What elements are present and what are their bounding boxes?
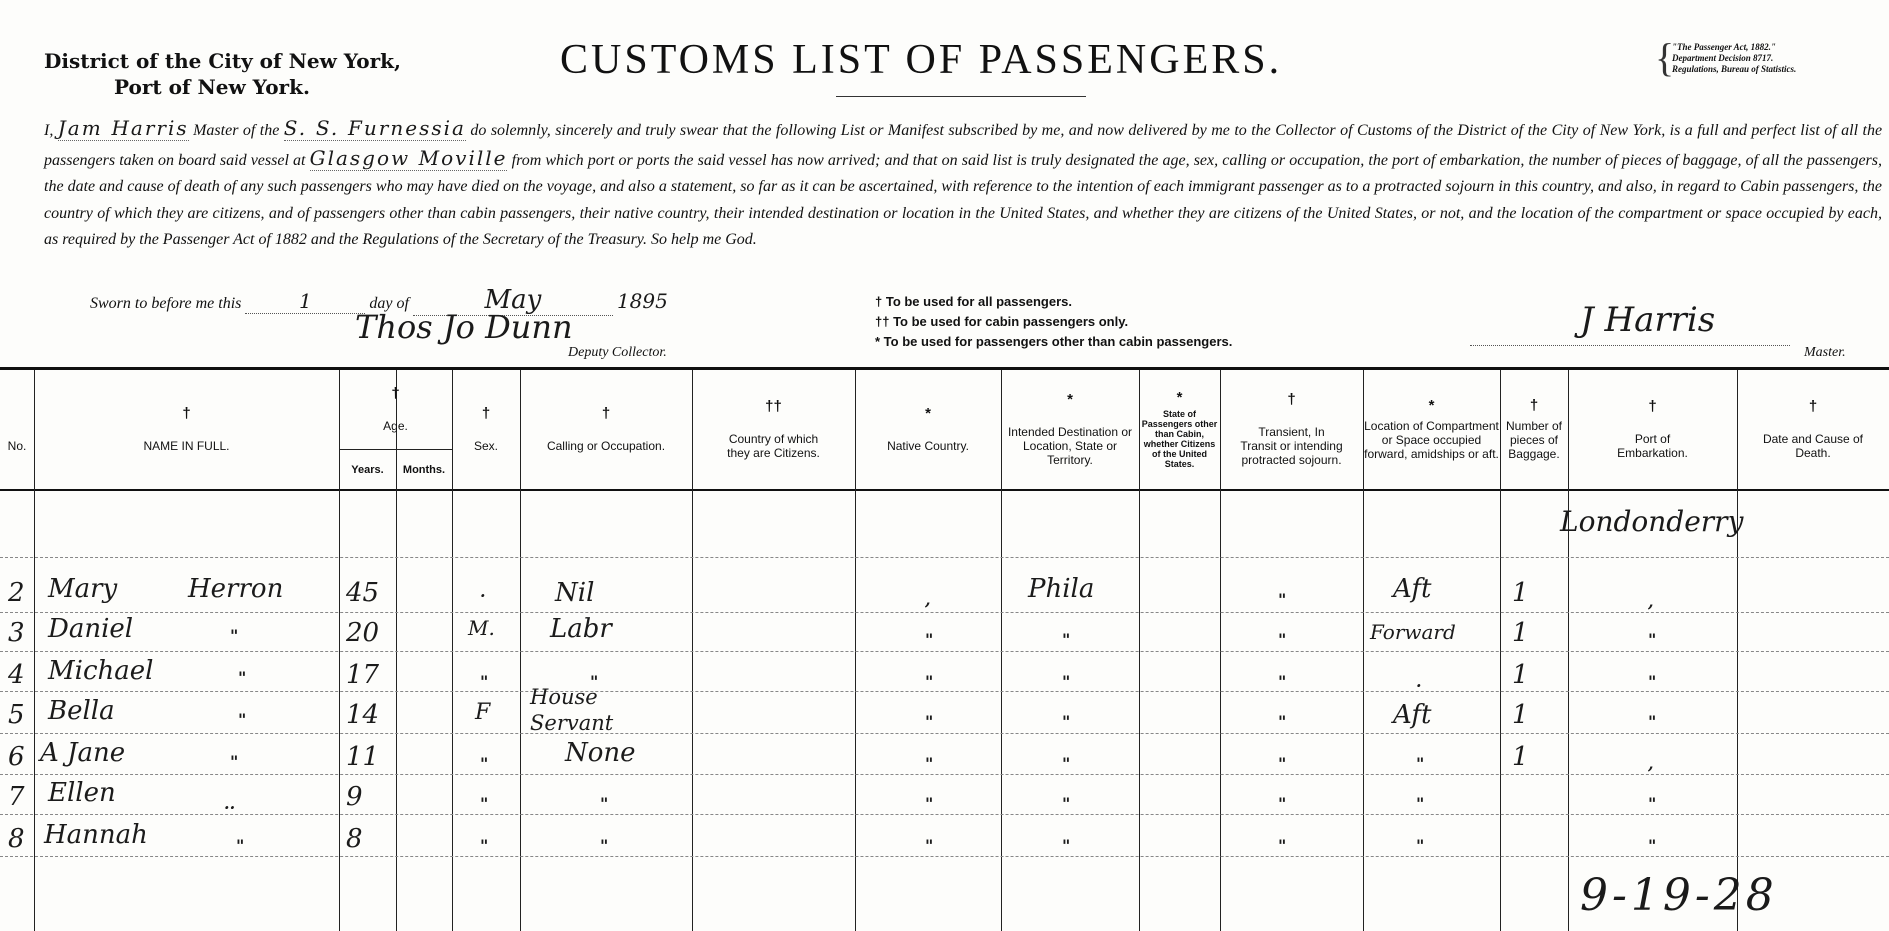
district-label [44,48,404,100]
master-signature: J Harris [1580,300,1716,340]
age-years: 14 [346,700,380,730]
mark-dagger: † [391,384,400,402]
row-no: 2 [8,578,25,608]
sex: F [475,700,491,725]
legend-other: * To be used for passengers other than cabin passengers. [875,334,1233,349]
oath-closing: So help me God. [651,231,757,248]
surname: Herron [188,574,284,604]
sex: M. [468,616,495,640]
col-header-location [1363,370,1500,489]
row-no: 8 [8,824,25,854]
destination: " [1062,630,1071,649]
legend-all: † To be used for all passengers. [875,294,1072,309]
district-line-1: District of the City of New York, [44,49,401,73]
baggage-count: 1 [1512,660,1529,690]
transient: " [1278,672,1287,691]
row-no: 3 [8,618,25,648]
transient: " [1278,712,1287,731]
col-header-baggage [1500,370,1568,489]
sworn-month: May [413,285,613,316]
col-citizens-label: Country of which they are Citizens. [727,431,820,460]
occupation: " [600,836,609,855]
col-header-destination [1001,370,1139,489]
page-title: CUSTOMS LIST OF PASSENGERS. [560,37,1283,83]
native-country: , [925,590,931,609]
occupation: House Servant [530,685,614,735]
surname: .. [224,794,236,813]
embarkation-port: " [1648,712,1657,731]
embarkation-port: " [1648,836,1657,855]
col-header-transient [1220,370,1363,489]
master-name: Jam Harris [57,116,189,140]
col-no-label: No. [7,438,27,453]
col-baggage-label: Number of pieces of Baggage. [1505,418,1563,461]
destination: " [1062,712,1071,731]
vessel-name: S. S. Furnessia [283,116,466,140]
destination: " [1062,794,1071,813]
given-name: Hannah [44,820,148,850]
table-header-rule [0,489,1889,491]
embarkation-port-note: Londonderry [1560,505,1744,538]
surname: " [238,668,247,687]
col-transient-label: Transient, In Transit or intending protracted sojourn. [1240,424,1343,467]
transient: " [1278,836,1287,855]
act-note-line: "The Passenger Act, 1882." [1672,42,1776,52]
col-header-citizens [692,370,855,489]
row-divider [0,691,1889,692]
mark-star: * [1067,390,1073,408]
col-name-label: NAME IN FULL. [143,438,230,453]
native-country: " [925,630,934,649]
occupation: Nil [555,578,595,608]
deputy-collector-signature: Thos Jo Dunn [355,308,573,346]
compartment-location: Forward [1370,620,1456,644]
age-years: 8 [346,824,363,854]
mark-dagger: † [481,404,491,422]
col-header-occupation [520,370,692,489]
row-divider [0,557,1889,558]
native-country: " [925,794,934,813]
embarkation-port: " [1648,794,1657,813]
oath-intro: I, [44,122,54,139]
compartment-location: Aft [1393,700,1432,730]
col-state-label: State of Passengers other than Cabin, whether Citizens of the United States. [1141,408,1218,469]
age-years: 17 [346,660,380,690]
age-years: 11 [346,742,380,772]
archive-date-stamp: 9-19-28 [1580,870,1778,921]
occupation: Labr [550,614,612,644]
mark-dagger: † [601,404,611,422]
col-header-native [855,370,1001,489]
mark-dagger: † [182,404,191,422]
given-name: A Jane [40,738,126,768]
given-name: Mary [48,574,118,604]
age-years: 9 [346,782,363,812]
row-no: 5 [8,700,25,730]
sworn-year: 1895 [616,289,668,313]
master-signature-line [1470,345,1790,346]
col-native-label: Native Country. [887,438,969,453]
act-note [1672,42,1882,75]
sex: " [480,836,489,855]
district-line-2: Port of New York. [114,75,310,99]
row-divider [0,774,1889,775]
given-name: Daniel [48,614,134,644]
transient: " [1278,630,1287,649]
col-header-death [1737,370,1889,489]
transient: " [1278,794,1287,813]
mark-double-dagger: †† [765,397,782,415]
col-header-months: Months. [396,449,452,490]
destination: " [1062,672,1071,691]
col-header-age [339,370,452,449]
given-name: Ellen [48,778,116,808]
mark-star: * [1428,396,1435,414]
row-no: 6 [8,742,25,772]
mark-star: * [1176,388,1183,406]
embarkation-port: " [1648,672,1657,691]
col-header-state [1139,370,1220,489]
title-underline [836,96,1086,97]
compartment-location: . [1416,672,1422,691]
native-country: " [925,672,934,691]
compartment-location: " [1416,754,1425,773]
compartment-location: " [1416,794,1425,813]
col-destination-label: Intended Destination or Location, State or Territory. [1007,424,1133,467]
row-divider [0,856,1889,857]
native-country: " [925,754,934,773]
mark-dagger: † [1648,397,1657,415]
surname: " [230,752,239,771]
oath-text-a: Master of the [193,122,280,139]
age-years: 45 [346,578,380,608]
transient: " [1278,754,1287,773]
mark-dagger: † [1287,390,1296,408]
native-country: " [925,836,934,855]
sex: " [480,672,489,691]
col-header-years: Years. [339,449,396,490]
transient: " [1278,590,1287,609]
col-header-name [34,370,339,489]
mark-dagger: † [1529,396,1539,414]
sworn-day: 1 [245,289,365,314]
col-location-label: Location of Compartment or Space occupied forward, amidships or aft. [1364,418,1499,461]
embarkation-port: , [1648,592,1654,611]
native-country: " [925,712,934,731]
surname: " [238,710,247,729]
sworn-day-of: day of [369,295,409,312]
col-port-label: Port of Embarkation. [1617,431,1688,460]
act-note-line: Department Decision 8717. [1672,53,1774,63]
row-divider [0,733,1889,734]
row-no: 7 [8,782,25,812]
surname: " [230,626,239,645]
sex: . [480,582,486,601]
occupation: " [600,794,609,813]
given-name: Bella [48,696,115,726]
master-label: Master. [1804,345,1846,360]
legend [875,292,1232,352]
embarkation-port: , [1648,754,1654,773]
sex: " [480,794,489,813]
destination: " [1062,754,1071,773]
given-name: Michael [48,656,154,686]
compartment-location: " [1416,836,1425,855]
col-age-label: Age. [383,418,408,433]
baggage-count: 1 [1512,700,1529,730]
row-divider [0,651,1889,652]
mark-dagger: † [1808,397,1818,415]
oath-text-b: do solemnly, sincerely and truly swear that the following List or Manifest subscribed by me, and now delivered by me to the Collector of Customs of the District of the City of New York, is a full and perfect list of all the passengers taken on board said vessel at [44,122,1883,169]
occupation: " [590,672,599,691]
col-occupation-label: Calling or Occupation. [546,438,666,453]
compartment-location: Aft [1393,574,1432,604]
oath-paragraph [44,115,1882,254]
brace-icon: { [1655,35,1675,80]
legend-cabin: †† To be used for cabin passengers only. [875,314,1129,329]
col-header-sex [452,370,520,489]
row-no: 4 [8,660,25,690]
row-divider [0,612,1889,613]
row-divider [0,814,1889,815]
baggage-count: 1 [1512,618,1529,648]
col-sex-label: Sex. [473,438,498,453]
baggage-count: 1 [1512,742,1529,772]
col-death-label: Date and Cause of Death. [1762,431,1864,460]
col-header-port [1568,370,1737,489]
sworn-prefix: Sworn to before me this [90,295,242,312]
sex: " [480,754,489,773]
destination: " [1062,836,1071,855]
destination: Phila [1028,574,1095,604]
act-note-line: Regulations, Bureau of Statistics. [1672,64,1797,74]
deputy-collector-label: Deputy Collector. [568,345,667,360]
occupation: None [565,738,636,768]
mark-star: * [925,404,931,422]
baggage-count: 1 [1512,578,1529,608]
col-header-no [0,370,34,489]
departure-port: Glasgow Moville [309,145,508,170]
surname: " [236,836,245,855]
embarkation-port: " [1648,630,1657,649]
age-years: 20 [346,618,380,648]
oath-text-c: from which port or ports the said vessel has now arrived; and that on said list is truly designated the age, sex, calling or occupation, the port of embarkation, the number of pieces of baggage, of all the passengers, the date and cause of death of any such passengers who may have died on the voyage, and also a statement, so far as it can be ascertained, with reference to the intention of each immigrant passenger as to a protracted sojourn in this country, and also, in regard to Cabin passengers, the country of which they are citizens, and of passengers other than cabin passengers, their native country, their intended destination or location in the United States, and whether they are citizens of the United States, or not, and the location of the compartment or space occupied by each, as required by the Passenger Act of 1882 and the Regulations of the Secretary of the Treasury. [44,151,1883,248]
